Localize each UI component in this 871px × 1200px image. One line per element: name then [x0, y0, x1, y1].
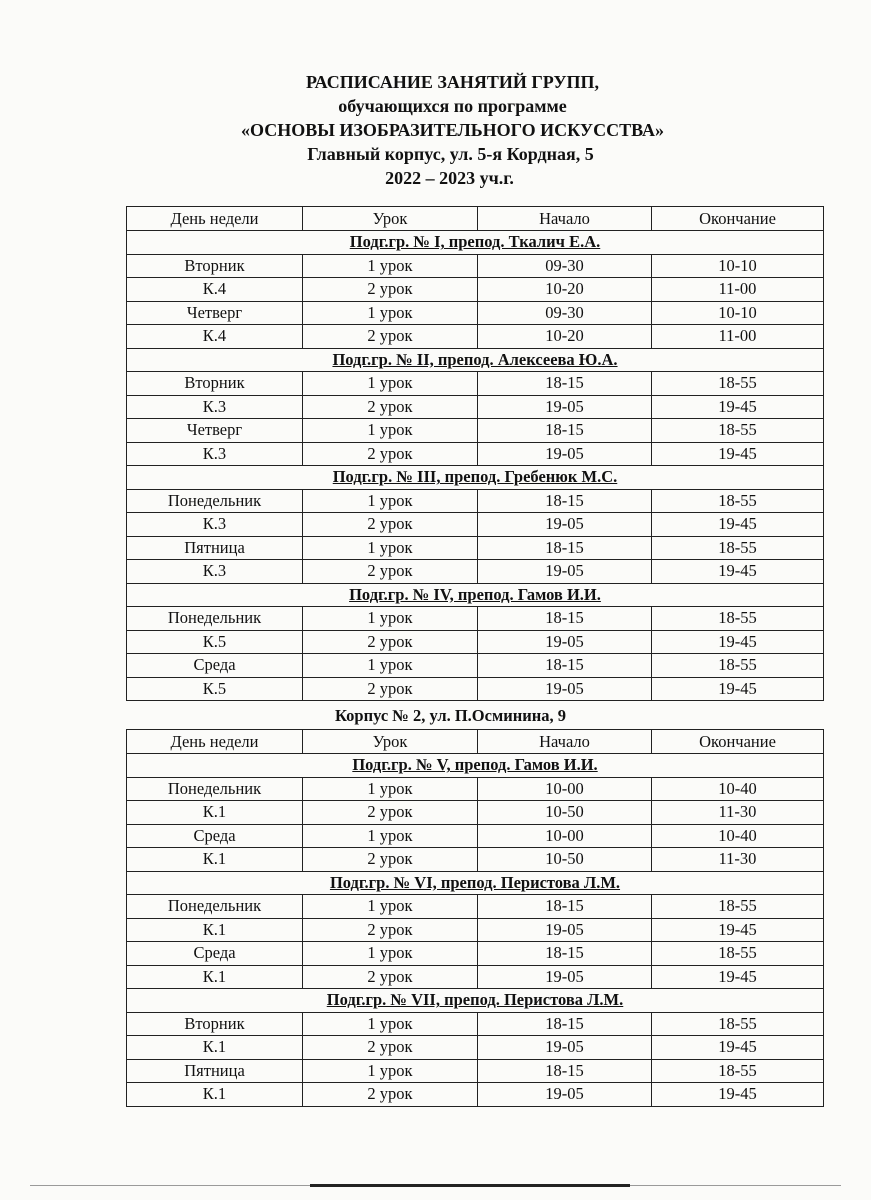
group-header-row — [127, 871, 824, 895]
group-header-row — [127, 989, 824, 1013]
cell-lesson: 1 урок — [303, 536, 478, 560]
group-title: Подг.гр. № II, препод. Алексеева Ю.А. — [127, 348, 824, 372]
table-row — [127, 848, 824, 872]
cell-day: К.4 — [127, 278, 303, 302]
table-row — [127, 513, 824, 537]
cell-lesson: 1 урок — [303, 895, 478, 919]
table-row — [127, 1083, 824, 1107]
cell-day: К.1 — [127, 918, 303, 942]
cell-lesson: 2 урок — [303, 1036, 478, 1060]
cell-end: 10-40 — [652, 824, 824, 848]
cell-start: 19-05 — [478, 630, 652, 654]
cell-day: Вторник — [127, 254, 303, 278]
cell-lesson: 1 урок — [303, 654, 478, 678]
cell-lesson: 2 урок — [303, 325, 478, 349]
group-header-row — [127, 466, 824, 490]
cell-lesson: 2 урок — [303, 677, 478, 701]
academic-year: 2022 – 2023 уч.г. — [385, 168, 514, 188]
cell-end: 18-55 — [652, 942, 824, 966]
cell-end: 19-45 — [652, 395, 824, 419]
cell-day: Понедельник — [127, 607, 303, 631]
cell-start: 18-15 — [478, 942, 652, 966]
cell-day: К.3 — [127, 513, 303, 537]
cell-day: К.3 — [127, 395, 303, 419]
schedule-table-building-2 — [126, 729, 824, 1107]
cell-day: Среда — [127, 824, 303, 848]
cell-start: 19-05 — [478, 918, 652, 942]
document-header — [0, 70, 871, 190]
table-row — [127, 372, 824, 396]
schedule-body — [127, 754, 824, 1107]
cell-start: 10-00 — [478, 777, 652, 801]
table-header-row — [127, 730, 824, 754]
table-header-row — [127, 207, 824, 231]
cell-start: 10-50 — [478, 848, 652, 872]
table-row — [127, 1059, 824, 1083]
cell-lesson: 1 урок — [303, 607, 478, 631]
cell-lesson: 2 урок — [303, 801, 478, 825]
cell-end: 19-45 — [652, 560, 824, 584]
cell-lesson: 1 урок — [303, 777, 478, 801]
table-row — [127, 630, 824, 654]
group-header-row — [127, 754, 824, 778]
document-title: РАСПИСАНИЕ ЗАНЯТИЙ ГРУПП, — [305, 72, 600, 92]
schedule-table-main-building — [126, 206, 824, 701]
cell-day: К.1 — [127, 801, 303, 825]
cell-day: К.1 — [127, 1036, 303, 1060]
cell-start: 18-15 — [478, 489, 652, 513]
table-row — [127, 895, 824, 919]
group-title: Подг.гр. № I, препод. Ткалич Е.А. — [127, 231, 824, 255]
cell-start: 18-15 — [478, 895, 652, 919]
cell-start: 19-05 — [478, 395, 652, 419]
table-row — [127, 777, 824, 801]
building-address: Главный корпус, ул. 5-я Кордная, 5 — [307, 144, 594, 164]
cell-end: 11-30 — [652, 848, 824, 872]
cell-end: 19-45 — [652, 630, 824, 654]
cell-lesson: 1 урок — [303, 942, 478, 966]
cell-start: 10-20 — [478, 278, 652, 302]
table-row — [127, 489, 824, 513]
scan-edge-mark — [310, 1184, 630, 1187]
column-header-day: День недели — [127, 730, 303, 754]
column-header-lesson: Урок — [303, 207, 478, 231]
cell-start: 19-05 — [478, 560, 652, 584]
group-header-row — [127, 348, 824, 372]
table-row — [127, 325, 824, 349]
cell-end: 18-55 — [652, 1012, 824, 1036]
cell-day: К.5 — [127, 630, 303, 654]
cell-lesson: 2 урок — [303, 442, 478, 466]
cell-start: 19-05 — [478, 1083, 652, 1107]
cell-start: 19-05 — [478, 513, 652, 537]
cell-end: 19-45 — [652, 1036, 824, 1060]
cell-lesson: 2 урок — [303, 395, 478, 419]
cell-start: 09-30 — [478, 254, 652, 278]
cell-end: 18-55 — [652, 607, 824, 631]
table-row — [127, 801, 824, 825]
cell-lesson: 1 урок — [303, 254, 478, 278]
cell-start: 19-05 — [478, 965, 652, 989]
table-row — [127, 942, 824, 966]
cell-lesson: 2 урок — [303, 848, 478, 872]
cell-lesson: 1 урок — [303, 1012, 478, 1036]
cell-day: К.5 — [127, 677, 303, 701]
group-title: Подг.гр. № VII, препод. Перистова Л.М. — [127, 989, 824, 1013]
group-header-row — [127, 583, 824, 607]
cell-day: Четверг — [127, 419, 303, 443]
cell-end: 18-55 — [652, 895, 824, 919]
cell-end: 10-10 — [652, 301, 824, 325]
schedule-body — [127, 231, 824, 701]
cell-end: 19-45 — [652, 677, 824, 701]
cell-end: 18-55 — [652, 536, 824, 560]
cell-end: 18-55 — [652, 654, 824, 678]
cell-day: Пятница — [127, 1059, 303, 1083]
table-row — [127, 395, 824, 419]
cell-day: К.1 — [127, 1083, 303, 1107]
cell-lesson: 2 урок — [303, 278, 478, 302]
column-header-start: Начало — [478, 207, 652, 231]
cell-day: Понедельник — [127, 895, 303, 919]
table-row — [127, 419, 824, 443]
table-row — [127, 677, 824, 701]
cell-end: 10-10 — [652, 254, 824, 278]
cell-end: 19-45 — [652, 513, 824, 537]
cell-start: 18-15 — [478, 536, 652, 560]
cell-lesson: 2 урок — [303, 630, 478, 654]
document-subtitle: обучающихся по программе — [338, 96, 567, 116]
cell-end: 18-55 — [652, 372, 824, 396]
cell-end: 19-45 — [652, 442, 824, 466]
cell-end: 11-30 — [652, 801, 824, 825]
cell-day: К.4 — [127, 325, 303, 349]
cell-day: Четверг — [127, 301, 303, 325]
cell-start: 18-15 — [478, 654, 652, 678]
group-header-row — [127, 231, 824, 255]
cell-day: Среда — [127, 654, 303, 678]
cell-lesson: 2 урок — [303, 918, 478, 942]
cell-lesson: 2 урок — [303, 560, 478, 584]
table-row — [127, 560, 824, 584]
table-row — [127, 965, 824, 989]
cell-day: К.1 — [127, 965, 303, 989]
cell-day: Понедельник — [127, 489, 303, 513]
group-title: Подг.гр. № IV, препод. Гамов И.И. — [127, 583, 824, 607]
table-row — [127, 654, 824, 678]
table-row — [127, 918, 824, 942]
cell-start: 18-15 — [478, 372, 652, 396]
table-row — [127, 824, 824, 848]
cell-lesson: 1 урок — [303, 489, 478, 513]
cell-day: К.1 — [127, 848, 303, 872]
cell-lesson: 1 урок — [303, 419, 478, 443]
column-header-start: Начало — [478, 730, 652, 754]
cell-day: Среда — [127, 942, 303, 966]
cell-start: 18-15 — [478, 1012, 652, 1036]
cell-end: 18-55 — [652, 1059, 824, 1083]
cell-start: 18-15 — [478, 607, 652, 631]
cell-lesson: 1 урок — [303, 301, 478, 325]
cell-day: Вторник — [127, 1012, 303, 1036]
cell-day: Пятница — [127, 536, 303, 560]
table-row — [127, 607, 824, 631]
group-title: Подг.гр. № VI, препод. Перистова Л.М. — [127, 871, 824, 895]
cell-lesson: 2 урок — [303, 1083, 478, 1107]
column-header-end: Окончание — [652, 730, 824, 754]
building-2-title: Корпус № 2, ул. П.Осминина, 9 — [335, 706, 566, 725]
program-name: «ОСНОВЫ ИЗОБРАЗИТЕЛЬНОГО ИСКУССТВА» — [241, 120, 664, 140]
cell-start: 10-50 — [478, 801, 652, 825]
cell-day: Понедельник — [127, 777, 303, 801]
cell-lesson: 2 урок — [303, 965, 478, 989]
column-header-lesson: Урок — [303, 730, 478, 754]
cell-end: 18-55 — [652, 419, 824, 443]
cell-end: 19-45 — [652, 1083, 824, 1107]
cell-start: 19-05 — [478, 1036, 652, 1060]
cell-end: 19-45 — [652, 965, 824, 989]
table-row — [127, 536, 824, 560]
cell-start: 10-20 — [478, 325, 652, 349]
group-title: Подг.гр. № V, препод. Гамов И.И. — [127, 754, 824, 778]
cell-start: 09-30 — [478, 301, 652, 325]
cell-end: 11-00 — [652, 325, 824, 349]
column-header-end: Окончание — [652, 207, 824, 231]
table-row — [127, 442, 824, 466]
cell-end: 19-45 — [652, 918, 824, 942]
cell-lesson: 1 урок — [303, 1059, 478, 1083]
cell-start: 18-15 — [478, 419, 652, 443]
cell-start: 19-05 — [478, 442, 652, 466]
cell-end: 11-00 — [652, 278, 824, 302]
cell-start: 10-00 — [478, 824, 652, 848]
table-row — [127, 301, 824, 325]
column-header-day: День недели — [127, 207, 303, 231]
cell-lesson: 2 урок — [303, 513, 478, 537]
table-row — [127, 278, 824, 302]
cell-end: 18-55 — [652, 489, 824, 513]
table-row — [127, 254, 824, 278]
cell-day: К.3 — [127, 442, 303, 466]
cell-end: 10-40 — [652, 777, 824, 801]
group-title: Подг.гр. № III, препод. Гребенюк М.С. — [127, 466, 824, 490]
table-row — [127, 1012, 824, 1036]
cell-lesson: 1 урок — [303, 372, 478, 396]
cell-start: 18-15 — [478, 1059, 652, 1083]
cell-day: К.3 — [127, 560, 303, 584]
cell-lesson: 1 урок — [303, 824, 478, 848]
table-row — [127, 1036, 824, 1060]
cell-day: Вторник — [127, 372, 303, 396]
cell-start: 19-05 — [478, 677, 652, 701]
